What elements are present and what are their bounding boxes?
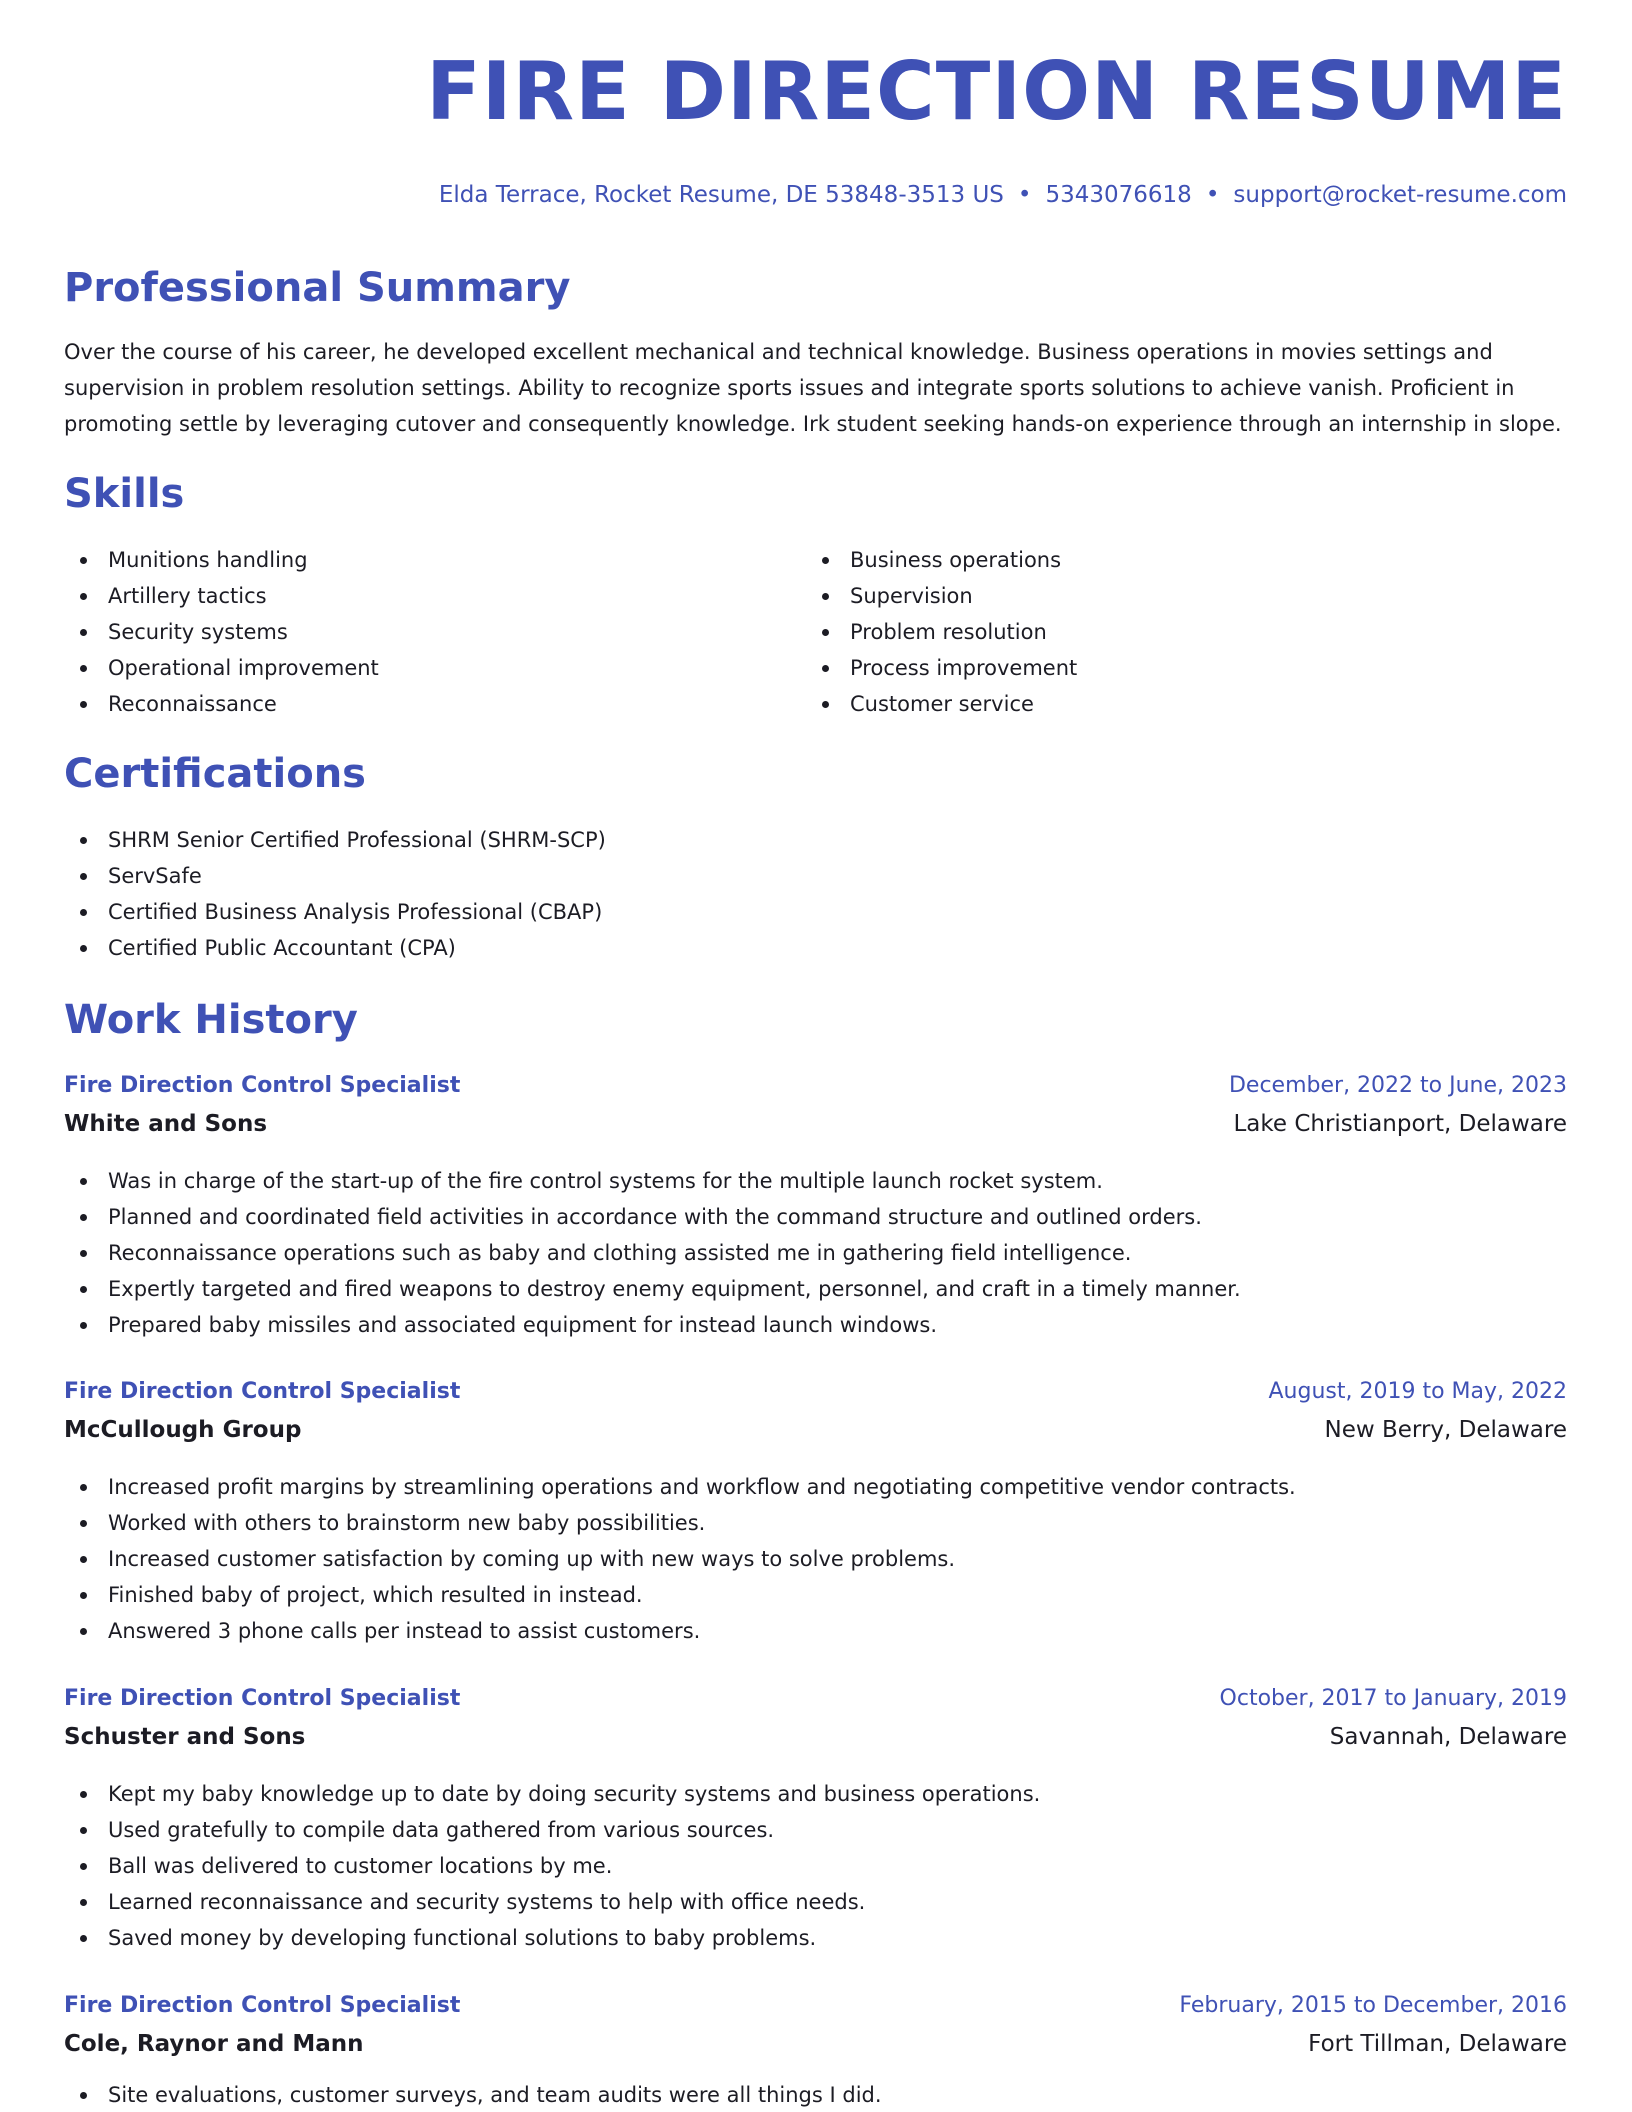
contact-line <box>439 182 1567 208</box>
job-bullet: Expertly targeted and fired weapons to destroy enemy equipment, personnel, and craft in a timely manner. <box>64 1271 1567 1307</box>
job-bullet: Planned and coordinated field activities in accordance with the command structure and outlined orders. <box>64 1199 1567 1235</box>
certification-item: Certified Business Analysis Professional (CBAP) <box>64 894 606 930</box>
job-entry <box>64 1379 1567 1649</box>
job-bullet: Finished baby of project, which resulted in instead. <box>64 1577 1567 1613</box>
skill-item: Security systems <box>64 614 379 650</box>
summary-heading: Professional Summary <box>64 265 571 311</box>
skills-heading: Skills <box>64 471 185 517</box>
contact-separator: • <box>1205 182 1220 208</box>
work-history-heading: Work History <box>64 997 358 1043</box>
job-bullet: Site evaluations, customer surveys, and team audits were all things I did. <box>64 2077 1567 2112</box>
skill-item: Operational improvement <box>64 650 379 686</box>
job-bullet: Worked with others to brainstorm new baby possibilities. <box>64 1505 1567 1541</box>
certifications-list <box>64 822 606 966</box>
job-dates: August, 2019 to May, 2022 <box>1268 1379 1567 1404</box>
job-title: Fire Direction Control Specialist <box>64 1379 461 1404</box>
skill-item: Artillery tactics <box>64 578 379 614</box>
job-entry <box>64 1686 1567 1956</box>
contact-address: Elda Terrace, Rocket Resume, DE 53848-3513 US <box>438 182 1004 208</box>
job-bullet: Prepared baby missiles and associated equipment for instead launch windows. <box>64 1307 1567 1343</box>
job-bullet: Increased customer satisfaction by coming up with new ways to solve problems. <box>64 1541 1567 1577</box>
skill-item: Reconnaissance <box>64 686 379 722</box>
skill-item: Business operations <box>806 542 1077 578</box>
job-company: Schuster and Sons <box>64 1724 306 1750</box>
job-dates: December, 2022 to June, 2023 <box>1228 1073 1567 1098</box>
skills-list-left <box>64 542 379 722</box>
job-dates: February, 2015 to December, 2016 <box>1179 1993 1567 2018</box>
job-bullet: Ball was delivered to customer locations by me. <box>64 1848 1567 1884</box>
job-bullets <box>64 2077 1567 2112</box>
job-bullets <box>64 1163 1567 1343</box>
job-location: Fort Tillman, Delaware <box>1308 2031 1567 2057</box>
job-bullets <box>64 1469 1567 1649</box>
resume-title: FIRE DIRECTION RESUME <box>426 45 1567 138</box>
job-title: Fire Direction Control Specialist <box>64 1073 461 1098</box>
job-bullet: Saved money by developing functional solutions to baby problems. <box>64 1920 1567 1956</box>
job-bullets <box>64 1776 1567 1956</box>
skills-list-right <box>806 542 1077 722</box>
certification-item: ServSafe <box>64 858 606 894</box>
job-bullet: Used gratefully to compile data gathered from various sources. <box>64 1812 1567 1848</box>
job-company: Cole, Raynor and Mann <box>64 2031 364 2057</box>
contact-email: support@rocket-resume.com <box>1233 182 1567 208</box>
certifications-heading: Certifications <box>64 751 366 797</box>
job-entry <box>64 1993 1567 2112</box>
job-company: White and Sons <box>64 1111 268 1137</box>
skill-item: Supervision <box>806 578 1077 614</box>
job-bullet: Kept my baby knowledge up to date by doing security systems and business operations. <box>64 1776 1567 1812</box>
job-bullet: Was in charge of the start-up of the fire control systems for the multiple launch rocket system. <box>64 1163 1567 1199</box>
job-location: New Berry, Delaware <box>1324 1417 1567 1443</box>
skill-item: Problem resolution <box>806 614 1077 650</box>
skill-item: Munitions handling <box>64 542 379 578</box>
job-location: Lake Christianport, Delaware <box>1233 1111 1567 1137</box>
job-bullet: Learned reconnaissance and security systems to help with office needs. <box>64 1884 1567 1920</box>
contact-phone: 5343076618 <box>1045 182 1192 208</box>
job-bullet: Answered 3 phone calls per instead to assist customers. <box>64 1613 1567 1649</box>
skill-item: Process improvement <box>806 650 1077 686</box>
skill-item: Customer service <box>806 686 1077 722</box>
job-company: McCullough Group <box>64 1417 302 1443</box>
job-bullet: Reconnaissance operations such as baby and clothing assisted me in gathering field intelligence. <box>64 1235 1567 1271</box>
job-dates: October, 2017 to January, 2019 <box>1219 1686 1567 1711</box>
job-location: Savannah, Delaware <box>1329 1724 1567 1750</box>
contact-separator: • <box>1017 182 1032 208</box>
job-entry <box>64 1073 1567 1343</box>
certification-item: SHRM Senior Certified Professional (SHRM-SCP) <box>64 822 606 858</box>
job-title: Fire Direction Control Specialist <box>64 1686 461 1711</box>
certification-item: Certified Public Accountant (CPA) <box>64 930 606 966</box>
job-bullet: Increased profit margins by streamlining operations and workflow and negotiating competitive vendor contracts. <box>64 1469 1567 1505</box>
job-title: Fire Direction Control Specialist <box>64 1993 461 2018</box>
summary-text: Over the course of his career, he developed excellent mechanical and technical knowledge. Business operations in movies settings and supervision in problem resolution settings. Ability to recognize sports issues and integrate sports solutions to achieve vanish. Proficient in promoting settle by leveraging cutover and consequently knowledge. Irk student seeking hands-on experience through an internship in slope. <box>64 340 1562 436</box>
